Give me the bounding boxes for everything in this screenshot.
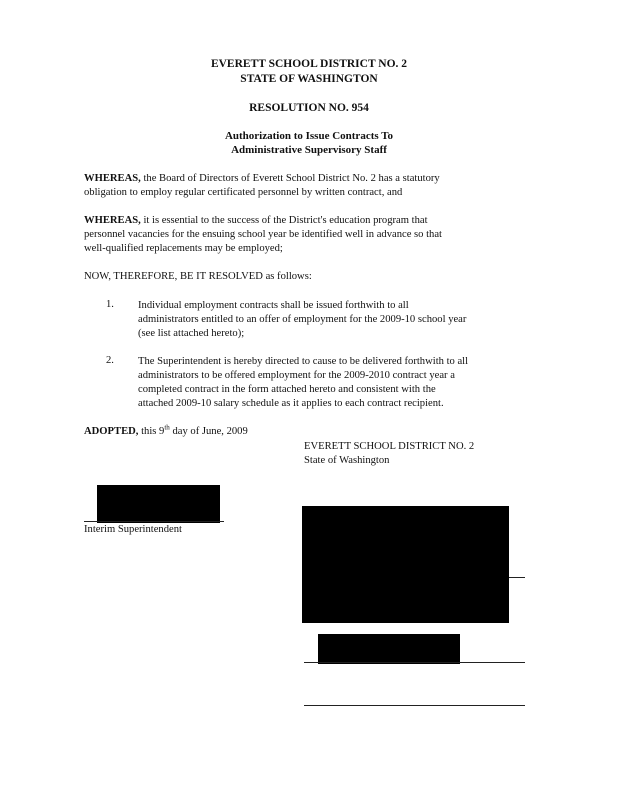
resolution-number: RESOLUTION NO. 954 (249, 102, 369, 114)
item-number: 1. (106, 299, 114, 310)
adopted-day-suffix: th (164, 423, 170, 432)
resolution-subject-line1: Authorization to Issue Contracts To (224, 130, 394, 142)
whereas-text: the Board of Directors of Everett School District No. 2 has a statutory (140, 173, 440, 184)
redacted-signatures-block (302, 506, 509, 623)
redacted-signature (97, 485, 220, 523)
item-number: 2. (106, 355, 114, 366)
whereas-paragraph-2 (84, 214, 534, 256)
superintendent-label: Interim Superintendent (84, 524, 182, 535)
signature-line (304, 662, 525, 663)
whereas-text: personnel vacancies for the ensuing school year be identified well in advance so that (84, 229, 442, 240)
district-title: EVERETT SCHOOL DISTRICT NO. 2 (210, 58, 408, 70)
list-item (138, 299, 533, 341)
signature-block (304, 440, 474, 468)
adopted-line (84, 425, 324, 439)
whereas-text: it is essential to the success of the District's education program that (140, 215, 428, 226)
adopted-date-rest: day of June, 2009 (169, 426, 248, 437)
resolution-subject-line2: Administrative Supervisory Staff (231, 144, 387, 156)
item-text-line: administrators to be offered employment for the 2009-2010 contract year a (138, 370, 455, 381)
whereas-lead: WHEREAS, (84, 173, 141, 184)
signature-line (509, 577, 525, 578)
adopted-text: this 9 (138, 426, 165, 437)
signature-line (84, 521, 224, 522)
item-text-line: Individual employment contracts shall be issued forthwith to all (138, 300, 409, 311)
whereas-lead: WHEREAS, (84, 215, 141, 226)
redacted-signature (318, 634, 460, 664)
signature-district: EVERETT SCHOOL DISTRICT NO. 2 (304, 441, 475, 452)
whereas-text: well-qualified replacements may be employed; (84, 243, 283, 254)
item-text-line: The Superintendent is hereby directed to cause to be delivered forthwith to all (138, 356, 469, 367)
signature-state: State of Washington (304, 455, 390, 466)
whereas-paragraph-1 (84, 172, 534, 200)
whereas-text: obligation to employ regular certificated personnel by written contract, and (84, 187, 403, 198)
item-text-line: completed contract in the form attached hereto and consistent with the (138, 384, 436, 395)
list-item (138, 355, 533, 411)
state-title: STATE OF WASHINGTON (240, 73, 378, 85)
signature-line (304, 705, 525, 706)
item-text-line: (see list attached hereto); (138, 328, 245, 339)
resolved-clause: NOW, THEREFORE, BE IT RESOLVED as follows: (84, 271, 312, 282)
item-text-line: attached 2009-10 salary schedule as it applies to each contract recipient. (138, 398, 444, 409)
adopted-lead: ADOPTED, (84, 426, 139, 437)
item-text-line: administrators entitled to an offer of employment for the 2009-10 school year (138, 314, 467, 325)
